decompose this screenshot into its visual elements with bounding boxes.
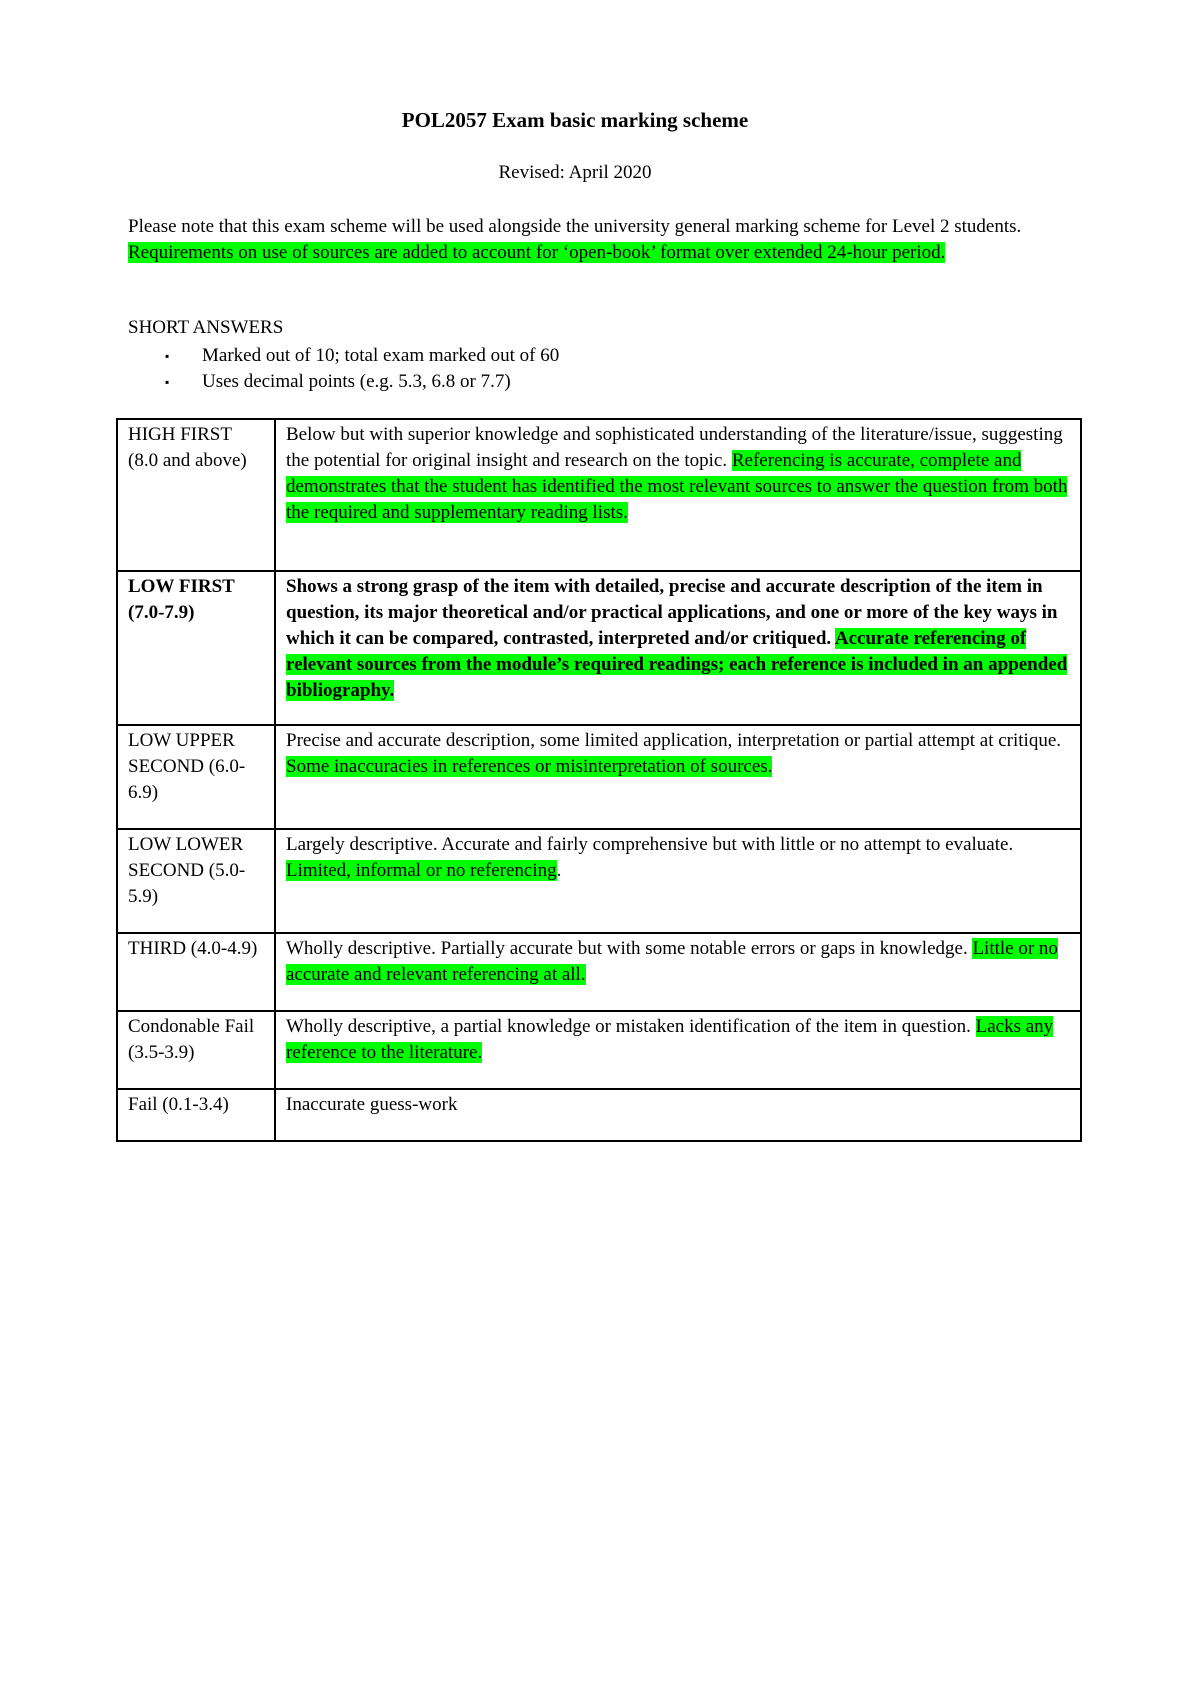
intro-highlight: Requirements on use of sources are added to account for ‘open-book’ format over extended 24-hour period. bbox=[128, 242, 946, 263]
criteria-highlight: Referencing is accurate, complete and demonstrates that the student has identified the most relevant sources to answer the question from both the required and supplementary reading lists. bbox=[286, 450, 1068, 523]
table-row bbox=[117, 1089, 1081, 1141]
criteria-cell bbox=[275, 933, 1081, 1011]
grade-band-cell: Fail (0.1-3.4) bbox=[117, 1089, 275, 1141]
bullet-text: Uses decimal points (e.g. 5.3, 6.8 or 7.7) bbox=[202, 371, 511, 392]
criteria-text: Shows a strong grasp of the item with detailed, precise and accurate description of the item in question, its major theoretical and/or practical applications, and one or more of the key ways in which it can be compared, contrasted, interpreted and/or critiqued. bbox=[286, 576, 1058, 649]
grade-band-cell: Condonable Fail (3.5-3.9) bbox=[117, 1011, 275, 1089]
criteria-cell bbox=[275, 419, 1081, 571]
criteria-highlight: Limited, informal or no referencing bbox=[286, 860, 557, 881]
criteria-text: Inaccurate guess-work bbox=[286, 1094, 458, 1115]
criteria-text: Wholly descriptive. Partially accurate but with some notable errors or gaps in knowledge. bbox=[286, 938, 973, 959]
document-title: POL2057 Exam basic marking scheme bbox=[401, 108, 749, 132]
bullet-icon: ▪ bbox=[165, 349, 170, 363]
grade-band-cell: LOW FIRST (7.0-7.9) bbox=[117, 571, 275, 725]
intro-paragraph bbox=[128, 214, 1028, 266]
marking-scheme-table bbox=[116, 418, 1082, 1142]
table-row bbox=[117, 571, 1081, 725]
criteria-text: Largely descriptive. Accurate and fairly comprehensive but with little or no attempt to evaluate. bbox=[286, 834, 1014, 855]
criteria-highlight: Little or no accurate and relevant referencing at all. bbox=[286, 938, 1058, 985]
criteria-text: Below but with superior knowledge and sophisticated understanding of the literature/issue, suggesting the potential for original insight and research on the topic. bbox=[286, 424, 1063, 471]
bullet-icon: ▪ bbox=[165, 375, 170, 389]
table-row bbox=[117, 419, 1081, 571]
criteria-highlight: Some inaccuracies in references or misinterpretation of sources. bbox=[286, 756, 773, 777]
criteria-cell bbox=[275, 829, 1081, 933]
criteria-cell bbox=[275, 725, 1081, 829]
intro-text: Please note that this exam scheme will be used alongside the university general marking scheme for Level 2 students. bbox=[128, 216, 1022, 237]
bullet-item bbox=[128, 343, 559, 369]
table-row bbox=[117, 933, 1081, 1011]
table-row bbox=[117, 829, 1081, 933]
bullet-list bbox=[128, 343, 559, 395]
section-heading: SHORT ANSWERS bbox=[128, 317, 284, 338]
grade-band-cell: LOW UPPER SECOND (6.0-6.9) bbox=[117, 725, 275, 829]
criteria-trail: . bbox=[556, 860, 562, 881]
criteria-cell bbox=[275, 1011, 1081, 1089]
criteria-highlight: Accurate referencing of relevant sources from the module’s required readings; each reference is included in an appended bibliography. bbox=[286, 628, 1068, 701]
criteria-cell bbox=[275, 1089, 1081, 1141]
grade-band-cell: THIRD (4.0-4.9) bbox=[117, 933, 275, 1011]
bullet-item bbox=[128, 369, 559, 395]
criteria-text: Wholly descriptive, a partial knowledge or mistaken identification of the item in question. bbox=[286, 1016, 976, 1037]
table-row bbox=[117, 1011, 1081, 1089]
criteria-cell bbox=[275, 571, 1081, 725]
revision-date: Revised: April 2020 bbox=[498, 162, 652, 183]
grade-band-cell: HIGH FIRST (8.0 and above) bbox=[117, 419, 275, 571]
bullet-text: Marked out of 10; total exam marked out of 60 bbox=[202, 345, 560, 366]
table-row bbox=[117, 725, 1081, 829]
criteria-highlight: Lacks any reference to the literature. bbox=[286, 1016, 1054, 1063]
criteria-text: Precise and accurate description, some limited application, interpretation or partial attempt at critique. bbox=[286, 730, 1062, 751]
grade-band-cell: LOW LOWER SECOND (5.0-5.9) bbox=[117, 829, 275, 933]
